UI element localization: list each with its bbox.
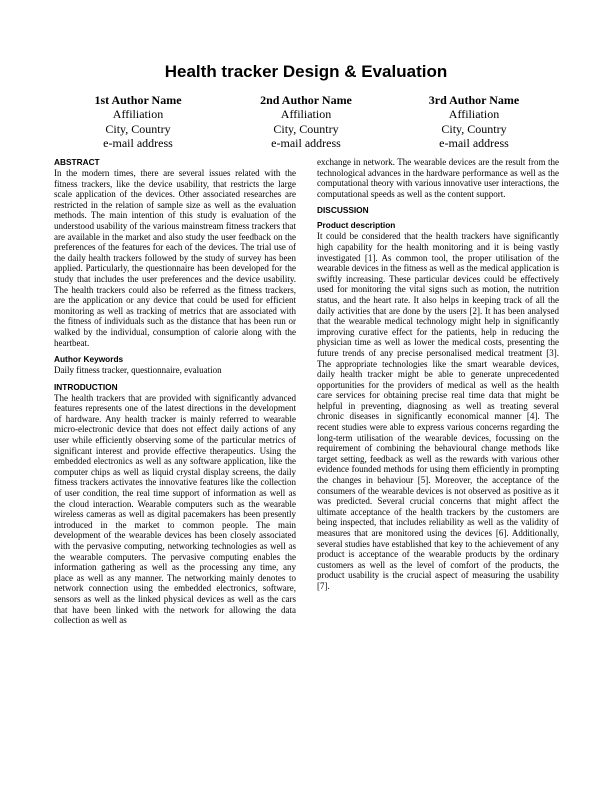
discussion-text: It could be considered that the health trackers have significantly high capability for the health monitoring and it is being vastly investigated [1]. As common tool, the proper utilisation of the wearable devices in the fitness as well as the medical application is swiftly increasing. These particular devices could be effectively used for monitoring the vital signs such as motion, the nutrition status, and the heart rate. It also helps in keeping track of all the daily activities that are done by the users [2]. It has been analysed that the wearable medical technology might help in significantly improving curative effect for the patients, help in reducing the physician time as well as lower the medical costs, presenting the future trends of any precise personalised medical treatment [3]. The appropriate technologies like the smart wearable devices, daily health tracker might be able to generate unprecedented opportunities for the providers of medical as well as the health care services for obtaining precise real time data that might be helpful in preventing, diagnosing as well as treating several chronic diseases in significantly economical manner [4]. The recent studies were able to express various concerns regarding the long-term utilisation of the wearable devices, focussing on the requirement of combining the behavioural change methods like target setting, feedback as well as the rewards with various other evidence founded methods for using them efficiently in prompting the changes in behaviour [5]. Moreover, the acceptance of the consumers of the wearable devices is not observed as positive as it was predicted. Several crucial concerns that might affect the ultimate acceptance of the health trackers by the customers are being inspected, that includes reliability as well as the validity of measures that are monitored using the devices [6]. Additionally, several studies have established that key to the achievement of any product is acceptance of the wearable products by the ordinary customers as well as the level of comfort of the products, the product usability is the crucial aspect of measuring the usability [7]. bbox=[317, 231, 559, 591]
introduction-continuation: exchange in network. The wearable devices are the result from the technological advances in the hardware performance as well as the computational theory with various innovative user interactions, the computational speeds as well as the content support. bbox=[317, 157, 559, 199]
author-affiliation: Affiliation bbox=[448, 107, 500, 122]
author-email: e-mail address bbox=[271, 136, 341, 151]
author-block bbox=[54, 93, 558, 151]
left-column bbox=[54, 157, 296, 626]
author-email: e-mail address bbox=[439, 136, 509, 151]
abstract-text: In the modern times, there are several issues related with the fitness trackers, like the device usability, that restricts the large scale application of the devices. Other associated researches are restricted in the relation of sample size as well as the evaluation methods. The main intention of this study is evaluation of the understood usability of the various mainstream fitness trackers that are available in the market and also study the user feedback on the preferences of the features for each of the devices. The trial use of the daily health trackers followed by the study of survey has been applied. Particularly, the questionnaire has been developed for the study that includes the user preferences and the device usability. The health trackers could also be referred as the fitness trackers, are the application or any device that could be used for efficient monitoring as well as tracking of metrics that are associated with the fitness of individuals such as the distance that has been run or walked by the individual, consumption of calorie along with the heartbeat. bbox=[54, 168, 296, 348]
introduction-heading: INTRODUCTION bbox=[54, 381, 118, 392]
author-3 bbox=[390, 93, 558, 151]
author-email: e-mail address bbox=[103, 136, 173, 151]
introduction-text: The health trackers that are provided with significantly advanced features represents one of the latest directions in the development of hardware. Any health tracker is mainly referred to wearable micro-electronic device that does not effect daily actions of any user while efficiently observing some of the particular metrics of significant interest and provide effective therapeutics. Using the embedded electronics as well as any software application, like the computer chips as well as liquid crystal display screens, the daily fitness trackers activates the innovative features like the collection of user condition, the real time support of information as well as the cloud interaction. Wearable computers such as the wearable wireless cameras as well as digital pacemakers has been presently introduced in the market to common people. The main development of the wearable devices has been closely associated with the pervasive computing, networking technologies as well as the wearable computers. The pervasive computing enables the information gathering as well as the processing any time, any place as well as any manner. The networking mainly denotes to network connection using the embedded electronics, software, sensors as well as the linked physical devices as well as the cars that have been linked with the network for allowing the data collection as well as bbox=[54, 392, 296, 626]
author-2 bbox=[222, 93, 390, 151]
author-name: 1st Author Name bbox=[94, 93, 182, 107]
right-column bbox=[317, 157, 559, 592]
keywords-text: Daily fitness tracker, questionnaire, evaluation bbox=[54, 365, 222, 376]
keywords-heading: Author Keywords bbox=[54, 354, 124, 365]
author-name: 2nd Author Name bbox=[260, 93, 352, 107]
author-affiliation: Affiliation bbox=[112, 107, 164, 122]
author-name: 3rd Author Name bbox=[428, 93, 520, 107]
paper-title: Health tracker Design & Evaluation bbox=[164, 62, 448, 81]
author-1 bbox=[54, 93, 222, 151]
abstract-heading: ABSTRACT bbox=[54, 157, 100, 167]
author-location: City, Country bbox=[441, 121, 507, 136]
author-location: City, Country bbox=[105, 121, 171, 136]
discussion-heading: DISCUSSION bbox=[317, 205, 369, 216]
author-location: City, Country bbox=[273, 121, 339, 136]
discussion-subheading: Product description bbox=[317, 220, 396, 231]
author-affiliation: Affiliation bbox=[280, 107, 332, 122]
